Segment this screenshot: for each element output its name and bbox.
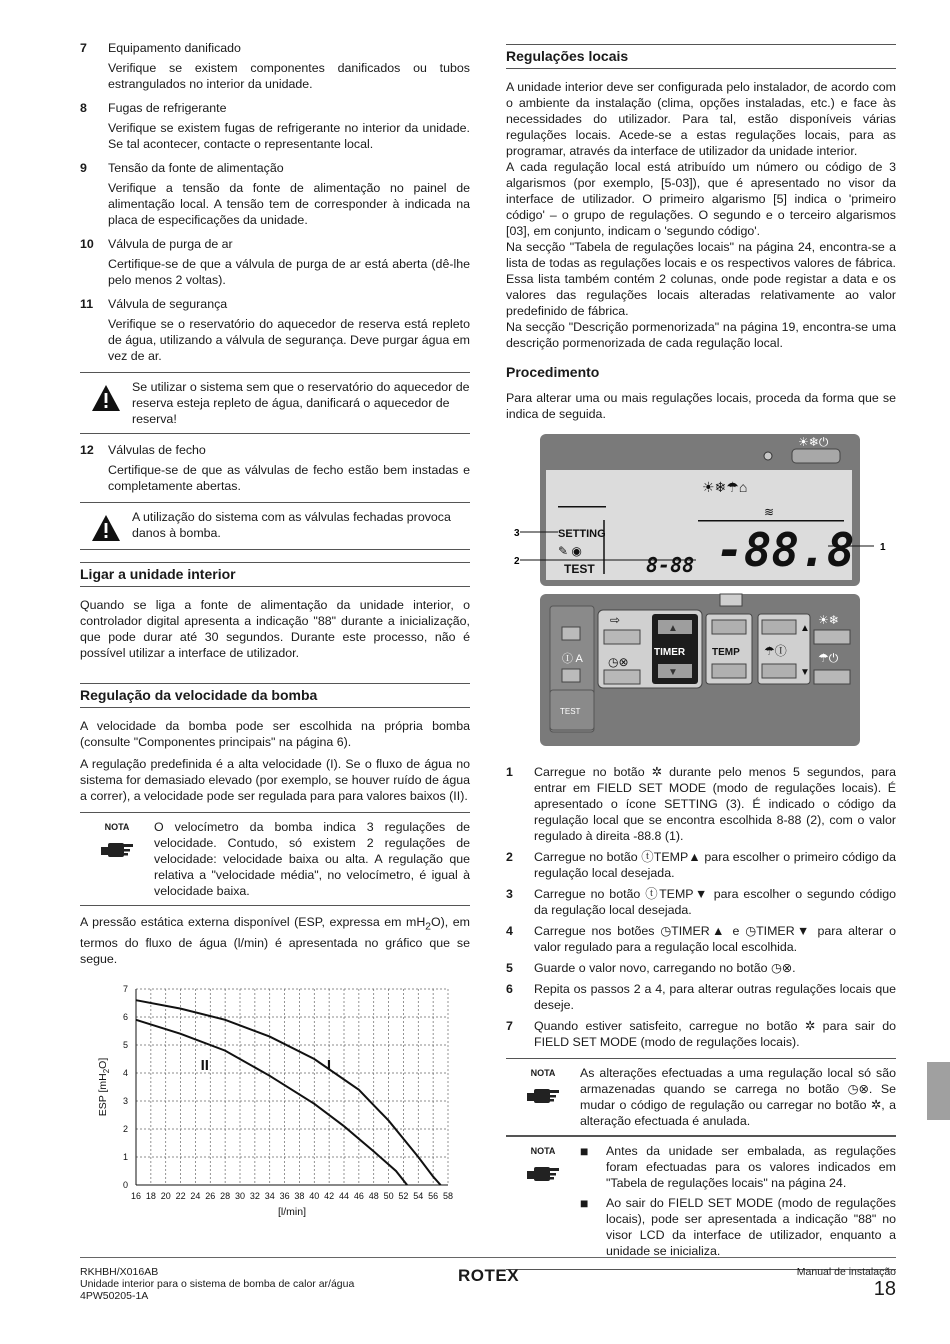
footer-model: RKHBH/X016AB [80, 1266, 159, 1278]
paragraph: Para alterar uma ou mais regulações locais, proceda da forma que se indica de seguida. [506, 391, 896, 421]
procedure-step [506, 849, 896, 881]
on-off-button [792, 449, 840, 463]
x-tick-label: 58 [442, 1191, 454, 1202]
y-tick-label: 1 [122, 1152, 128, 1163]
callout-3: 3 [514, 528, 520, 539]
item-title: Válvula de segurança [108, 297, 228, 311]
wrench-eye-icons: ✎ ◉ [558, 544, 582, 558]
note-box [506, 1136, 896, 1270]
page-number: 18 [873, 1278, 896, 1300]
svg-text:☀❄: ☀❄ [818, 613, 839, 627]
step-text: Guarde o valor novo, carregando no botão ◷⊗. [534, 961, 796, 975]
warning-box [80, 502, 470, 550]
note-label: NOTA [104, 822, 130, 832]
svg-text:TEST: TEST [560, 707, 581, 716]
user-interface-panel [506, 434, 896, 754]
procedure-step [506, 923, 896, 955]
step-number: 1 [506, 765, 513, 779]
section-heading-bomba: Regulação da velocidade da bomba [80, 683, 470, 708]
series-label-I: I [326, 1057, 332, 1075]
x-tick-label: 22 [175, 1191, 186, 1202]
item-number: 9 [80, 161, 87, 175]
y-tick-label: 6 [122, 1012, 128, 1023]
note-bullets [580, 1143, 896, 1263]
step-number: 4 [506, 924, 513, 938]
x-tick-label: 28 [220, 1191, 231, 1202]
paragraph: Na secção "Descrição pormenorizada" na página 19, encontra-se uma descrição pormenorizada de cada regulação local. [506, 320, 896, 350]
item-title: Válvula de purga de ar [108, 237, 233, 251]
lcd-value: -88.8 [716, 523, 855, 577]
right-column [506, 40, 896, 1278]
item-body: Certifique-se de que as válvulas de fecho estão bem instadas e completamente abertas. [108, 463, 470, 493]
svg-text:☂⏻: ☂⏻ [818, 651, 839, 665]
procedure-steps [506, 764, 896, 1050]
step-text: Carregue no botão ⓣTEMP▲ para escolher o primeiro código da regulação local desejada. [534, 850, 896, 880]
page-footer [80, 1257, 896, 1302]
note-text: As alterações efectuadas a uma regulação local só são armazenadas quando se carrega no botão ◷⊗. Se mudar o código de regulação ou carregar no botão ✲, a alteração efectuada é anulada. [580, 1066, 896, 1128]
list-item [80, 40, 470, 56]
paragraph: Quando se liga a fonte de alimentação da unidade interior, o controlador digital apresenta a indicação "88" durante a inicialização, que pode durar até 30 segundos. Durante este processo, não é possível utilizar a interface de utilizador. [80, 598, 470, 660]
procedure-step [506, 886, 896, 918]
x-tick-label: 36 [279, 1191, 290, 1202]
item-body: Verifique a tensão da fonte de alimentação no painel de alimentação local. A tensão tem de corresponder à indicada na placa de especificações da unidade. [108, 181, 470, 227]
y-tick-label: 5 [122, 1040, 128, 1051]
y-tick-label: 2 [122, 1124, 128, 1135]
item-number: 7 [80, 41, 87, 55]
x-tick-label: 42 [324, 1191, 335, 1202]
bullet-item [580, 1195, 896, 1259]
status-led [764, 452, 772, 460]
mode-icons: ☀❄⏻ [798, 435, 829, 449]
svg-text:▲: ▲ [800, 623, 810, 634]
item-body: Verifique se o reservatório do aquecedor de reserva está repleto de água, utilizando a válvula de segurança. Deve purgar água em vez de ar. [108, 317, 470, 363]
step-text: Carregue nos botões ◷TIMER▲ e ◷TIMER▼ para alterar o valor regulado para a regulação local escolhida. [534, 924, 896, 954]
x-tick-label: 32 [249, 1191, 260, 1202]
x-tick-label: 38 [294, 1191, 305, 1202]
step-number: 5 [506, 961, 513, 975]
x-tick-label: 46 [353, 1191, 364, 1202]
water-temp-up-button [762, 620, 796, 634]
item-title: Equipamento danificado [108, 41, 241, 55]
y-tick-label: 3 [122, 1096, 128, 1107]
lcd-mode-icons: ☀❄☂⌂ [702, 479, 748, 495]
temp-display-button [562, 669, 580, 682]
series-label-II: II [200, 1057, 209, 1075]
lcd-test: TEST [564, 562, 595, 576]
x-tick-label: 34 [264, 1191, 275, 1202]
procedure-step [506, 981, 896, 1013]
x-tick-label: 44 [338, 1191, 350, 1202]
temp-label: TEMP [712, 647, 740, 658]
y-tick-label: 0 [122, 1180, 128, 1191]
item-body: Certifique-se de que a válvula de purga de ar está aberta (dê-lhe pelo menos 2 voltas). [108, 257, 470, 287]
timer-label: TIMER [654, 647, 686, 658]
note-box [80, 812, 470, 906]
procedure-step [506, 1018, 896, 1050]
y-tick-label: 7 [122, 984, 128, 995]
list-item [80, 442, 470, 458]
x-tick-label: 48 [368, 1191, 379, 1202]
series-line-II [136, 1020, 407, 1185]
x-tick-label: 40 [309, 1191, 320, 1202]
step-text: Carregue no botão ⓣTEMP▼ para escolher o segundo código da regulação local desejada. [534, 887, 896, 917]
callout-2: 2 [514, 556, 520, 567]
step-number: 6 [506, 982, 513, 996]
x-tick-label: 54 [413, 1191, 424, 1202]
step-number: 3 [506, 887, 513, 901]
pointing-hand-icon [526, 1163, 560, 1187]
footer-manual: Manual de instalação [796, 1266, 896, 1278]
svg-text:▼: ▼ [800, 667, 810, 678]
bullet-square-icon: ■ [580, 1195, 589, 1211]
water-temp-down-button [762, 664, 796, 678]
callout-1: 1 [880, 542, 886, 553]
note-box [506, 1058, 896, 1136]
x-tick-label: 30 [234, 1191, 246, 1202]
x-axis-label: [l/min] [277, 1206, 307, 1219]
paragraph: A cada regulação local está atribuído um número ou código de 3 algarismos (por exemplo, [5-03]), que é apresentado no visor da interface de utilizador. O primeiro algarismo [5] indica o 'primeiro código' – o grupo de regulações. O segundo e o terceiro algarismos [03], em conjunto, indicam o 'segundo código'. [506, 160, 896, 238]
home-button [562, 627, 580, 640]
step-text: Quando estiver satisfeito, carregue no botão ✲ para sair do FIELD SET MODE (modo de regulações locais). [534, 1019, 896, 1049]
footer-description: Unidade interior para o sistema de bomba de calor ar/água [80, 1278, 355, 1290]
section-heading-ligar: Ligar a unidade interior [80, 562, 470, 587]
x-tick-label: 20 [160, 1191, 171, 1202]
page-side-tab [927, 1062, 950, 1120]
left-column [80, 40, 470, 1221]
note-label: NOTA [530, 1068, 556, 1078]
item-title: Válvulas de fecho [108, 443, 206, 457]
temp-down-button [712, 664, 746, 678]
pump-esp-chart [80, 981, 470, 1221]
warning-icon [80, 379, 132, 427]
list-item [80, 236, 470, 252]
section-heading-procedimento: Procedimento [506, 364, 600, 380]
list-item [80, 296, 470, 312]
x-tick-label: 56 [428, 1191, 439, 1202]
item-title: Tensão da fonte de alimentação [108, 161, 284, 175]
x-tick-label: 26 [205, 1191, 216, 1202]
setting-icon: SETTING [558, 528, 606, 540]
rotex-logo: ROTEX [458, 1266, 520, 1285]
x-tick-label: 18 [145, 1191, 156, 1202]
x-tick-label: 52 [398, 1191, 409, 1202]
item-number: 8 [80, 101, 87, 115]
list-item [80, 100, 470, 116]
section-heading-regulacoes: Regulações locais [506, 44, 896, 69]
paragraph: A regulação predefinida é a alta velocidade (I). Se o fluxo de água no sistema for demasiado elevado (por exemplo, se houver ruído de água a correr), a velocidade pode ser regulada para para valores baixos (II). [80, 757, 470, 803]
x-tick-label: 50 [383, 1191, 394, 1202]
step-text: Carregue no botão ✲ durante pelo menos 5 segundos, para entrar em FIELD SET MODE (modo de regulações locais). É apresentado o ícone SETTING (3). É indicado o código da regulação local que se encontra escolhida 8-88 (2), com o valor regulado à direita -88.8 (1). [534, 765, 896, 843]
x-tick-label: 24 [190, 1191, 201, 1202]
warning-text: A utilização do sistema com as válvulas fechadas provoca danos à bomba. [132, 510, 451, 540]
bullet-item [580, 1143, 896, 1191]
list-item [80, 160, 470, 176]
y-axis-label: ESP $[mH_2O]$ [97, 1058, 111, 1117]
y-tick-label: 4 [122, 1068, 128, 1079]
paragraph: A velocidade da bomba pode ser escolhida na própria bomba (consulte "Componentes principais" na página 6). [80, 719, 470, 749]
svg-text:☂Ⓘ: ☂Ⓘ [764, 644, 787, 658]
warning-text: Se utilizar o sistema sem que o reservatório do aquecedor de reserva esteja repleto de água, danificará o aquecedor de reserva! [132, 380, 470, 426]
paragraph: Na secção "Tabela de regulações locais" na página 24, encontra-se a lista de todas as regulações locais e os respectivos valores de fábrica. Essa lista também contém 2 colunas, onde pode registar a data e os valores das regulações locais alteradas relativamente ao valor predefinido de fábrica. [506, 240, 896, 318]
pointing-hand-icon [100, 839, 134, 863]
lcd-code: 8-88 [646, 553, 695, 577]
procedure-step [506, 764, 896, 844]
item-number: 10 [80, 237, 94, 251]
note-label: NOTA [530, 1146, 556, 1156]
footer-code: 4PW50205-1A [80, 1290, 149, 1302]
bullet-text: Ao sair do FIELD SET MODE (modo de regulações locais), pode ser apresentada a indicação "88" no visor LCD da interface de utilizador, enquanto a unidade se inicializa. [606, 1196, 896, 1258]
warning-icon [80, 509, 132, 543]
item-number: 12 [80, 443, 94, 457]
temp-up-button [712, 620, 746, 634]
bullet-text: Antes da unidade ser embalada, as regulações foram efectuadas para os valores indicados em "Tabela de regulações locais" na página 24. [606, 1144, 896, 1190]
svg-text:◷⊗: ◷⊗ [608, 655, 629, 669]
mode-button [814, 630, 850, 644]
svg-text:≋: ≋ [764, 505, 775, 519]
esp-paragraph: A pressão estática externa disponível (ESP, expressa em $mH_2O$), em termos do fluxo de água (l/min) é apresentada no gráfico que se segue. [80, 915, 470, 967]
ok-button [604, 630, 640, 644]
procedure-step [506, 960, 896, 976]
step-number: 2 [506, 850, 513, 864]
warning-box [80, 372, 470, 434]
paragraph: A unidade interior deve ser configurada pelo instalador, de acordo com o ambiente da instalação (clima, opções instaladas, etc.) e face às necessidades do utilizador. Para tal, estão disponíveis várias regulações locais. Acede-se a estas regulações locais, para as programar, através da interface de utilizador da unidade interior. [506, 80, 896, 158]
step-number: 7 [506, 1019, 513, 1033]
item-body: Verifique se existem fugas de refrigerante no interior da unidade. Se tal acontecer, contacte o representante local. [108, 121, 470, 151]
bullet-square-icon: ■ [580, 1143, 589, 1159]
x-tick-label: 16 [130, 1191, 142, 1202]
svg-text:⇨: ⇨ [610, 613, 621, 627]
item-number: 11 [80, 297, 94, 311]
power-button [814, 670, 850, 684]
item-body: Verifique se existem componentes danificados ou tubos estrangulados no interior da unidade. [108, 61, 470, 91]
svg-text:Ⓘ A: Ⓘ A [562, 653, 583, 665]
save-button [604, 670, 640, 684]
pointing-hand-icon [526, 1085, 560, 1109]
item-title: Fugas de refrigerante [108, 101, 227, 115]
note-text: O velocímetro da bomba indica 3 regulações de velocidade. Contudo, só existem 2 regulações de velocidade: velocidade baixa ou alta. A regulação que relativa a "velocidade média", no velocímetro, é igual à velocidade baixa. [154, 820, 470, 898]
step-text: Repita os passos 2 a 4, para alterar outras regulações locais que deseje. [534, 982, 896, 1012]
svg-text:▼: ▼ [668, 667, 678, 678]
svg-text:▲: ▲ [668, 623, 678, 634]
